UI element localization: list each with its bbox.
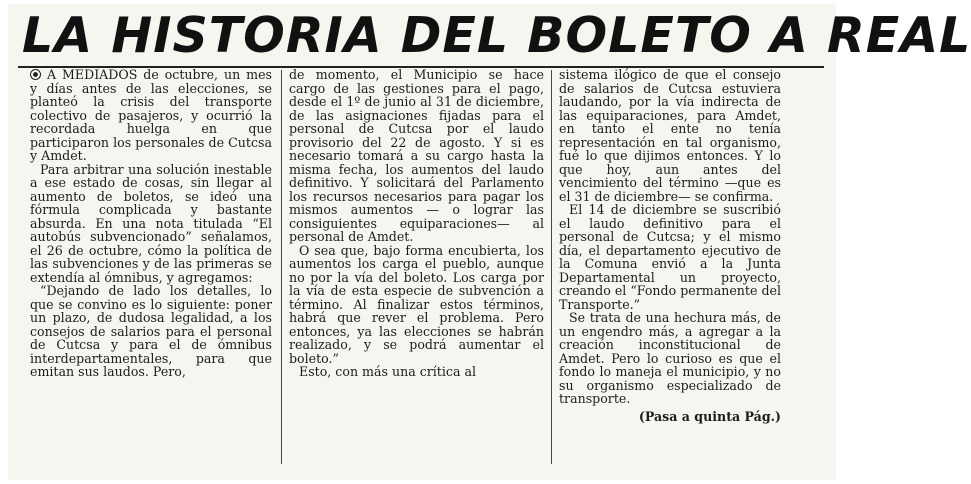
paragraph: El 14 de diciembre se suscribió el laudo definitivo para el personal de Cutcsa; y el mismo día, el departamento ejecutivo de la Comuna envió a la Junta Departamental un proyecto, creando el “Fondo permanente del Transporte.”: [559, 202, 781, 312]
paragraph: sistema ilógico de que el consejo de salarios de Cutcsa estuviera laudando, por la vía indirecta de las equiparaciones, para Amdet, en tanto el ente no tenía representación en tal organismo, fué lo que dijimos entonces. Y lo que hoy, aun antes del vencimiento del término —que es el 31 de diciembre— se confirma.: [559, 67, 781, 204]
paragraph: Se trata de una hechura más, de un engendro más, a agregar a la creación inconstitucional de Amdet. Pero lo curioso es que el fondo lo maneja el municipio, y no su organismo especializado de transporte.: [559, 310, 781, 406]
column-divider-1: [281, 70, 282, 464]
paragraph: de momento, el Municipio se hace cargo de las gestiones para el pago, desde el 1º de junio al 31 de diciembre, de las asignaciones fijadas para el personal de Cutcsa por el laudo provisorio del 22 de agosto. Y si es necesario tomará a su cargo hasta la misma fecha, los aumentos del laudo definitivo. Y solicitará del Parlamento los recursos necesarios para pagar los mismos aumentos — o lograr las consiguientes equiparaciones— al personal de Amdet.: [289, 67, 544, 244]
paragraph: A MEDIADOS de octubre, un mes y días antes de las elecciones, se planteó la crisis del transporte colectivo de pasajeros, y ocurrió la recordada huelga en que participaron los personales de Cutcsa y Amdet.: [30, 67, 272, 163]
paragraph: Para arbitrar una solución inestable a ese estado de cosas, sin llegar al aumento de boletos, se ideó una fórmula complicada y bastante absurda. En una nota titulada “El autobús subvencionado” señalamos, el 26 de octubre, cómo la política de las subvenciones y de las primeras se extendía al ómnibus, y agregamos:: [30, 161, 272, 285]
paragraph-1-wrapper: [30, 68, 272, 163]
article-column-2: [289, 68, 544, 379]
headline: LA HISTORIA DEL BOLETO A REAL: [22, 7, 971, 64]
column-divider-2: [551, 70, 552, 464]
paragraph: O sea que, bajo forma encubierta, los aumentos los carga el pueblo, aunque no por la vía del boleto. Los carga por la vía de esta especie de subvención a término. Al finalizar estos términos, habrá que rever el problema. Pero entonces, ya las elecciones se habrán realizado, y se podrá aumentar el boleto.”: [289, 242, 544, 366]
bullet-icon: [30, 69, 41, 80]
paragraph: Esto, con más una crítica al: [299, 364, 476, 379]
article-column-3: [559, 68, 781, 423]
article-column-1: [30, 68, 272, 379]
continued-note: (Pasa a quinta Pág.): [638, 408, 781, 424]
paragraph: “Dejando de lado los detalles, lo que se convino es lo siguiente: poner un plazo, de dudosa legalidad, a los consejos de salarios para el personal de Cutcsa y para el de ómnibus interdepartamentales, para que emitan sus laudos. Pero,: [30, 283, 272, 379]
